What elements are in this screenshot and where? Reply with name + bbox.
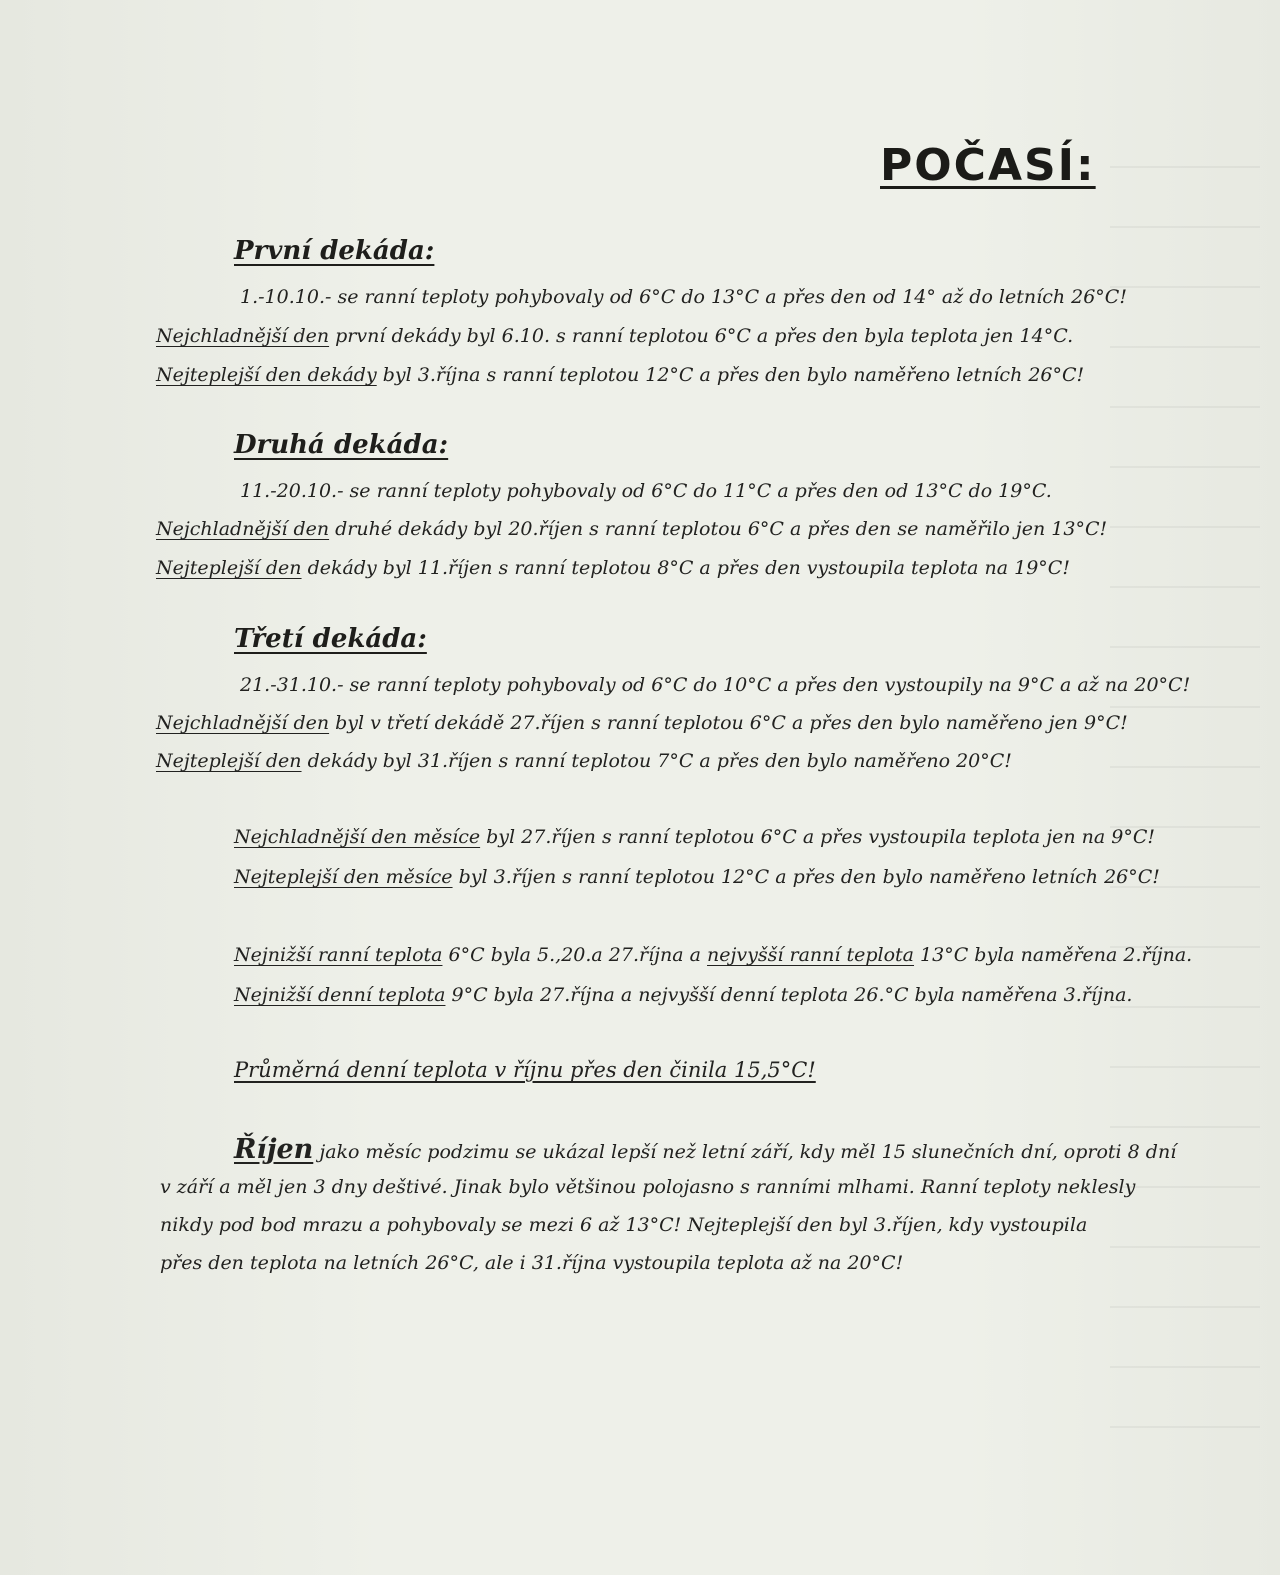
section-3-line-2 [156,712,1128,734]
line-lead: Nejteplejší den měsíce [234,866,453,888]
section-heading-1: První dekáda: [234,236,435,266]
line-text: byl v třetí dekádě 27.říjen s ranní teplotou 6°C a přes den bylo naměřeno jen 9°C! [329,712,1128,734]
summary-text: jako měsíc podzimu se ukázal lepší než letní září, kdy měl 15 slunečních dní, oproti 8 dní [313,1141,1177,1163]
summary-line-3: nikdy pod bod mrazu a pohybovaly se mezi 6 až 13°C! Nejteplejší den byl 3.říjen, kdy vystoupila [160,1214,1088,1236]
line-text: 11.-20.10.- se ranní teploty pohybovaly od 6°C do 11°C a přes den od 13°C do 19°C. [240,480,1052,502]
summary-line-2: v září a měl jen 3 dny deštivé. Jinak bylo většinou polojasno s ranními mlhami. Ranní teploty neklesly [160,1176,1136,1198]
line-lead: Nejchladnější den [156,518,330,540]
line-text: 9°C byla 27.října a nejvyšší denní teplota 26.°C byla naměřena 3.října. [445,984,1133,1006]
lowest-morning-line [234,944,1192,966]
month-coldest-line [234,826,1155,848]
line-text: první dekády byl 6.10. s ranní teplotou 6°C a přes den byla teplota jen 14°C. [329,325,1074,347]
section-2-line-1 [240,480,1052,502]
line-text: 1.-10.10.- se ranní teploty pohybovaly od 6°C do 13°C a přes den od 14° až do letních 26°C! [240,286,1127,308]
line-text: dekády byl 11.říjen s ranní teplotou 8°C a přes den vystoupila teplota na 19°C! [301,557,1070,579]
line-lead: Nejteplejší den dekády [156,364,377,386]
line-text: dekády byl 31.říjen s ranní teplotou 7°C a přes den bylo naměřeno 20°C! [301,750,1012,772]
line-text: byl 3.října s ranní teplotou 12°C a přes den bylo naměřeno letních 26°C! [376,364,1085,386]
line-lead: Nejchladnější den [156,712,330,734]
section-2-line-2 [156,518,1107,540]
line-text: byl 3.říjen s ranní teplotou 12°C a přes den bylo naměřeno letních 26°C! [452,866,1160,888]
month-warmest-line [234,866,1160,888]
summary-line-1 [234,1134,1176,1165]
section-heading-3: Třetí dekáda: [234,624,427,654]
line-lead: Nejteplejší den [156,557,302,579]
summary-lead: Říjen [234,1134,314,1165]
average-temperature: Průměrná denní teplota v říjnu přes den činila 15,5°C! [234,1058,816,1082]
line-lead-2: nejvyšší ranní teplota [707,944,915,966]
section-1-line-1 [240,286,1127,308]
line-lead: Nejchladnější den měsíce [234,826,481,848]
section-heading-2: Druhá dekáda: [234,430,449,460]
section-2-line-3 [156,557,1070,579]
section-3-line-1 [240,674,1190,696]
line-text: 6°C byla 5.,20.a 27.října a [442,944,708,966]
line-lead: Nejteplejší den [156,750,302,772]
section-1-line-3 [156,364,1084,386]
line-lead: Nejchladnější den [156,325,330,347]
section-3-line-3 [156,750,1012,772]
summary-line-4: přes den teplota na letních 26°C, ale i 31.října vystoupila teplota až na 20°C! [160,1252,904,1274]
line-lead: Nejnižší denní teplota [234,984,446,1006]
page-title: POČASÍ: [880,140,1096,191]
bleed-through-texture [1110,130,1260,1450]
lowest-day-line [234,984,1132,1006]
line-text: druhé dekády byl 20.říjen s ranní teplotou 6°C a přes den se naměřilo jen 13°C! [329,518,1108,540]
line-lead: Nejnižší ranní teplota [234,944,443,966]
line-text-2: 13°C byla naměřena 2.října. [914,944,1193,966]
line-text: byl 27.říjen s ranní teplotou 6°C a přes vystoupila teplota jen na 9°C! [480,826,1156,848]
line-text: 21.-31.10.- se ranní teploty pohybovaly od 6°C do 10°C a přes den vystoupily na 9°C a až na 20°C! [240,674,1191,696]
section-1-line-2 [156,325,1073,347]
